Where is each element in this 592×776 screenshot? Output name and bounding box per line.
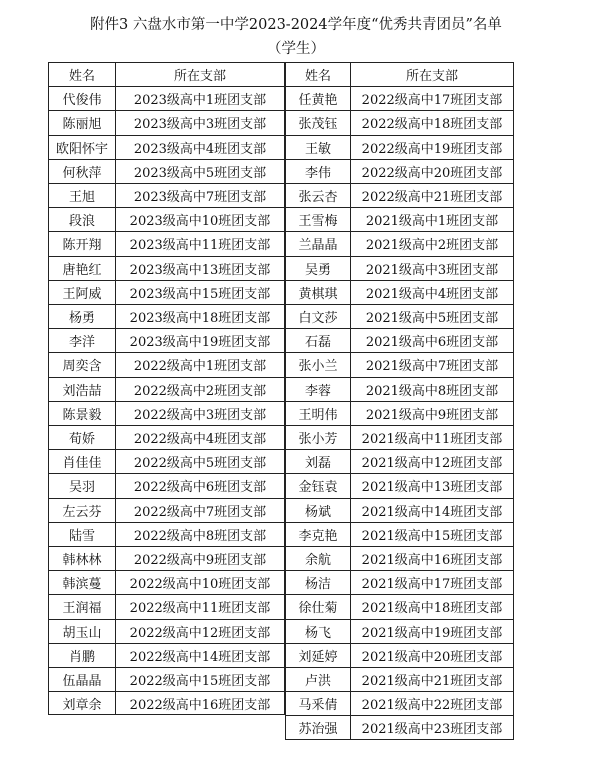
member-branch: 2021级高中20班团支部 (350, 643, 514, 667)
member-name: 胡玉山 (48, 619, 115, 643)
member-branch: 2022级高中18班团支部 (350, 110, 514, 134)
member-branch: 2022级高中15班团支部 (115, 667, 285, 691)
member-branch: 2023级高中10班团支部 (115, 207, 285, 231)
member-branch: 2021级高中7班团支部 (350, 352, 514, 376)
member-branch: 2022级高中12班团支部 (115, 619, 285, 643)
member-name: 马釆倩 (285, 691, 350, 715)
member-branch: 2021级高中8班团支部 (350, 377, 514, 401)
header-name: 姓名 (48, 62, 115, 86)
member-branch: 2021级高中11班团支部 (350, 425, 514, 449)
member-branch: 2023级高中3班团支部 (115, 110, 285, 134)
member-branch: 2021级高中13班团支部 (350, 473, 514, 497)
member-name: 韩滨蔓 (48, 570, 115, 594)
member-name: 张小芳 (285, 425, 350, 449)
member-name: 陈景毅 (48, 401, 115, 425)
member-name: 韩林林 (48, 546, 115, 570)
member-branch: 2021级高中23班团支部 (350, 715, 514, 739)
member-name: 李克艳 (285, 522, 350, 546)
member-branch: 2021级高中3班团支部 (350, 256, 514, 280)
member-name: 杨勇 (48, 304, 115, 328)
member-branch: 2022级高中5班团支部 (115, 449, 285, 473)
member-branch: 2021级高中19班团支部 (350, 619, 514, 643)
member-name: 李洋 (48, 328, 115, 352)
member-name: 李蓉 (285, 377, 350, 401)
member-branch: 2022级高中7班团支部 (115, 498, 285, 522)
member-name: 王阿威 (48, 280, 115, 304)
member-name: 兰晶晶 (285, 231, 350, 255)
member-branch: 2021级高中4班团支部 (350, 280, 514, 304)
member-name: 杨洁 (285, 570, 350, 594)
member-name: 代俊伟 (48, 86, 115, 110)
member-branch: 2021级高中15班团支部 (350, 522, 514, 546)
document-title: 附件3 六盘水市第一中学2023-2024学年度“优秀共青团员”名单 (90, 17, 502, 33)
member-branch: 2023级高中18班团支部 (115, 304, 285, 328)
member-branch: 2022级高中16班团支部 (115, 691, 285, 715)
member-name: 荀娇 (48, 425, 115, 449)
member-branch: 2022级高中1班团支部 (115, 352, 285, 376)
member-name: 张云杏 (285, 183, 350, 207)
member-name: 何秋萍 (48, 159, 115, 183)
member-name: 张小兰 (285, 352, 350, 376)
member-name: 陈开翔 (48, 231, 115, 255)
member-name: 段浪 (48, 207, 115, 231)
member-name: 王雪梅 (285, 207, 350, 231)
member-name: 王润福 (48, 594, 115, 618)
member-name: 李伟 (285, 159, 350, 183)
member-name: 刘浩喆 (48, 377, 115, 401)
member-name: 任黄艳 (285, 86, 350, 110)
member-branch: 2022级高中11班团支部 (115, 594, 285, 618)
member-name: 唐艳红 (48, 256, 115, 280)
member-name: 肖佳佳 (48, 449, 115, 473)
member-branch: 2023级高中7班团支部 (115, 183, 285, 207)
member-branch: 2022级高中2班团支部 (115, 377, 285, 401)
member-branch: 2022级高中17班团支部 (350, 86, 514, 110)
header-name: 姓名 (285, 62, 350, 86)
member-branch: 2021级高中21班团支部 (350, 667, 514, 691)
member-name: 左云芬 (48, 498, 115, 522)
member-name: 王敏 (285, 135, 350, 159)
member-name: 伍晶晶 (48, 667, 115, 691)
member-name: 欧阳怀宇 (48, 135, 115, 159)
member-name: 余航 (285, 546, 350, 570)
member-branch: 2022级高中8班团支部 (115, 522, 285, 546)
member-branch: 2023级高中13班团支部 (115, 256, 285, 280)
member-branch: 2022级高中3班团支部 (115, 401, 285, 425)
member-branch: 2022级高中4班团支部 (115, 425, 285, 449)
member-branch: 2021级高中12班团支部 (350, 449, 514, 473)
member-name: 王旭 (48, 183, 115, 207)
member-table (48, 62, 514, 740)
member-name: 白文莎 (285, 304, 350, 328)
member-branch: 2021级高中6班团支部 (350, 328, 514, 352)
member-branch: 2021级高中18班团支部 (350, 594, 514, 618)
member-name: 肖鹏 (48, 643, 115, 667)
member-name: 周奕含 (48, 352, 115, 376)
member-name: 陈丽旭 (48, 110, 115, 134)
member-branch: 2022级高中14班团支部 (115, 643, 285, 667)
member-branch: 2023级高中11班团支部 (115, 231, 285, 255)
member-name: 卢洪 (285, 667, 350, 691)
member-branch: 2023级高中5班团支部 (115, 159, 285, 183)
member-branch: 2021级高中5班团支部 (350, 304, 514, 328)
member-branch: 2022级高中6班团支部 (115, 473, 285, 497)
member-name: 刘延婷 (285, 643, 350, 667)
member-name: 陆雪 (48, 522, 115, 546)
member-name: 金钰袁 (285, 473, 350, 497)
member-branch: 2022级高中21班团支部 (350, 183, 514, 207)
member-name: 杨斌 (285, 498, 350, 522)
member-branch: 2022级高中20班团支部 (350, 159, 514, 183)
member-branch: 2021级高中1班团支部 (350, 207, 514, 231)
member-branch: 2022级高中9班团支部 (115, 546, 285, 570)
member-name: 张茂钰 (285, 110, 350, 134)
member-branch: 2023级高中15班团支部 (115, 280, 285, 304)
member-branch: 2021级高中14班团支部 (350, 498, 514, 522)
document-subtitle: （学生） (267, 41, 325, 57)
member-name: 杨飞 (285, 619, 350, 643)
member-branch: 2022级高中19班团支部 (350, 135, 514, 159)
member-branch: 2021级高中9班团支部 (350, 401, 514, 425)
member-branch: 2021级高中16班团支部 (350, 546, 514, 570)
member-name: 徐仕菊 (285, 594, 350, 618)
member-name: 石磊 (285, 328, 350, 352)
member-name: 刘磊 (285, 449, 350, 473)
member-branch: 2022级高中10班团支部 (115, 570, 285, 594)
member-branch: 2023级高中1班团支部 (115, 86, 285, 110)
member-name: 王明伟 (285, 401, 350, 425)
member-name: 吴勇 (285, 256, 350, 280)
member-name: 刘章余 (48, 691, 115, 715)
header-branch: 所在支部 (115, 62, 285, 86)
member-branch: 2023级高中4班团支部 (115, 135, 285, 159)
member-name: 苏治强 (285, 715, 350, 739)
member-name: 黄棋琪 (285, 280, 350, 304)
member-branch: 2023级高中19班团支部 (115, 328, 285, 352)
member-name: 吴羽 (48, 473, 115, 497)
member-branch: 2021级高中22班团支部 (350, 691, 514, 715)
member-branch: 2021级高中2班团支部 (350, 231, 514, 255)
member-branch: 2021级高中17班团支部 (350, 570, 514, 594)
header-branch: 所在支部 (350, 62, 514, 86)
